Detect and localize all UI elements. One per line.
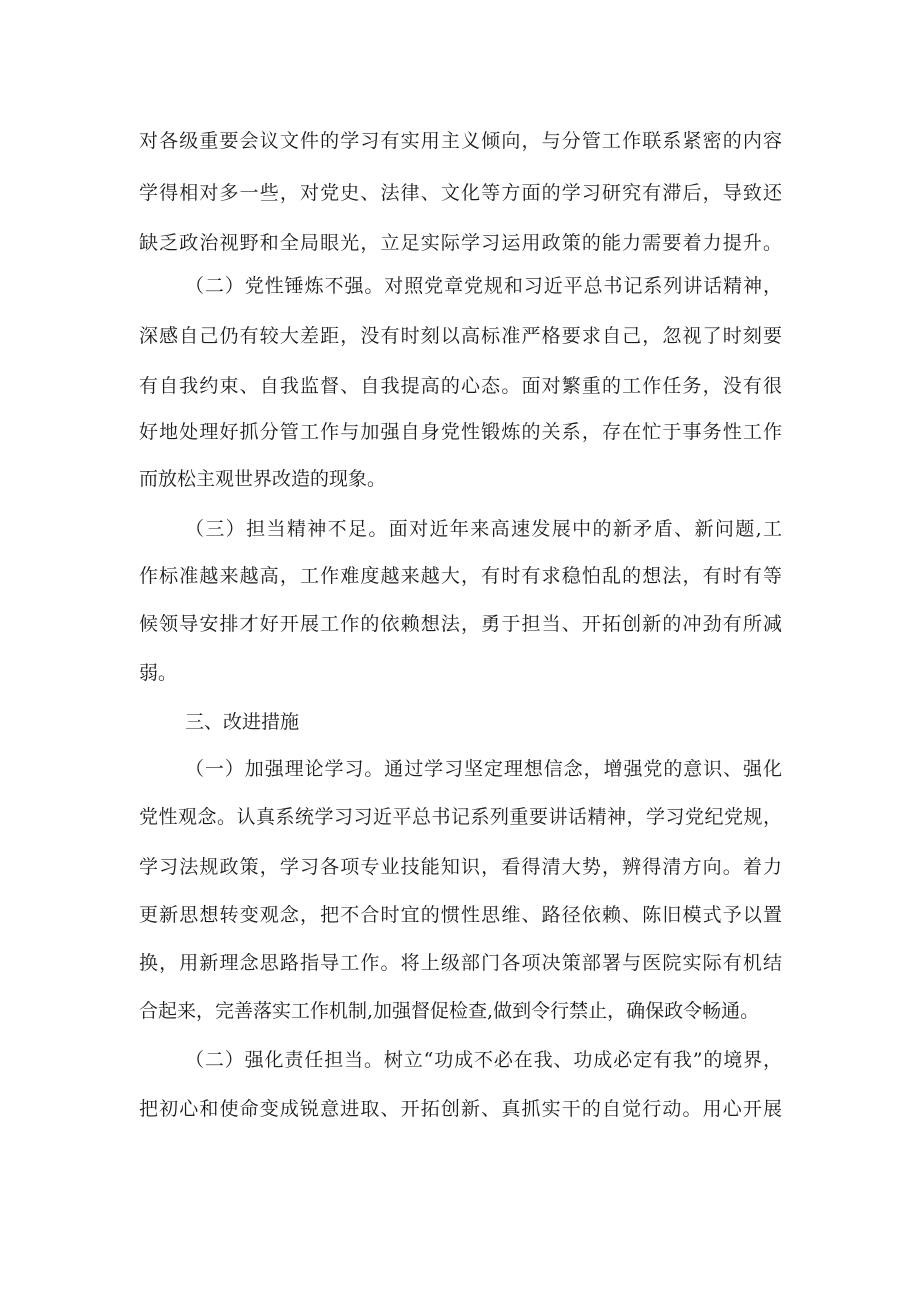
- paragraph-line: 缺乏政治视野和全局眼光，立足实际学习运用政策的能力需要着力提升。: [139, 232, 782, 254]
- paragraph-line: 弱。: [139, 662, 178, 684]
- paragraph-line: 把初心和使命变成锐意进取、开拓创新、真抓实干的自觉行动。用心开展: [139, 1098, 782, 1120]
- paragraph-line: （三）担当精神不足。面对近年来高速发展中的新矛盾、新问题,工: [185, 518, 782, 540]
- paragraph-line: 更新思想转变观念，把不合时宜的惯性思维、路径依赖、陈旧模式予以置: [139, 904, 782, 926]
- paragraph-line: 对各级重要会议文件的学习有实用主义倾向，与分管工作联系紧密的内容: [139, 130, 782, 152]
- paragraph-line: （一）加强理论学习。通过学习坚定理想信念，增强党的意识、强化: [185, 758, 782, 780]
- paragraph-line: （二）党性锤炼不强。对照党章党规和习近平总书记系列讲话精神，: [185, 275, 782, 297]
- paragraph-line: 学习法规政策，学习各项专业技能知识，看得清大势，辨得清方向。着力: [139, 856, 782, 878]
- paragraph-line: 党性观念。认真系统学习习近平总书记系列重要讲话精神，学习党纪党规，: [139, 806, 782, 828]
- paragraph-line: 有自我约束、自我监督、自我提高的心态。面对繁重的工作任务，没有很: [139, 375, 782, 397]
- paragraph-line: （二）强化责任担当。树立“功成不必在我、功成必定有我”的境界，: [185, 1049, 782, 1071]
- paragraph-line: 深感自己仍有较大差距，没有时刻以高标准严格要求自己，忽视了时刻要: [139, 325, 782, 347]
- paragraph-line: 换，用新理念思路指导工作。将上级部门各项决策部署与医院实际有机结: [139, 952, 782, 974]
- paragraph-line: 学得相对多一些，对党史、法律、文化等方面的学习研究有滞后，导致还: [139, 182, 782, 204]
- paragraph-line: 合起来，完善落实工作机制,加强督促检查,做到令行禁止，确保政令畅通。: [139, 1000, 760, 1022]
- paragraph-line: 候领导安排才好开展工作的依赖想法，勇于担当、开拓创新的冲劲有所减: [139, 613, 782, 635]
- paragraph-line: 好地处理好抓分管工作与加强自身党性锻炼的关系，存在忙于事务性工作: [139, 421, 782, 443]
- paragraph-line: 作标准越来越高，工作难度越来越大，有时有求稳怕乱的想法，有时有等: [139, 565, 782, 587]
- section-heading: 三、改进措施: [185, 711, 300, 733]
- paragraph-line: 而放松主观世界改造的现象。: [139, 468, 387, 490]
